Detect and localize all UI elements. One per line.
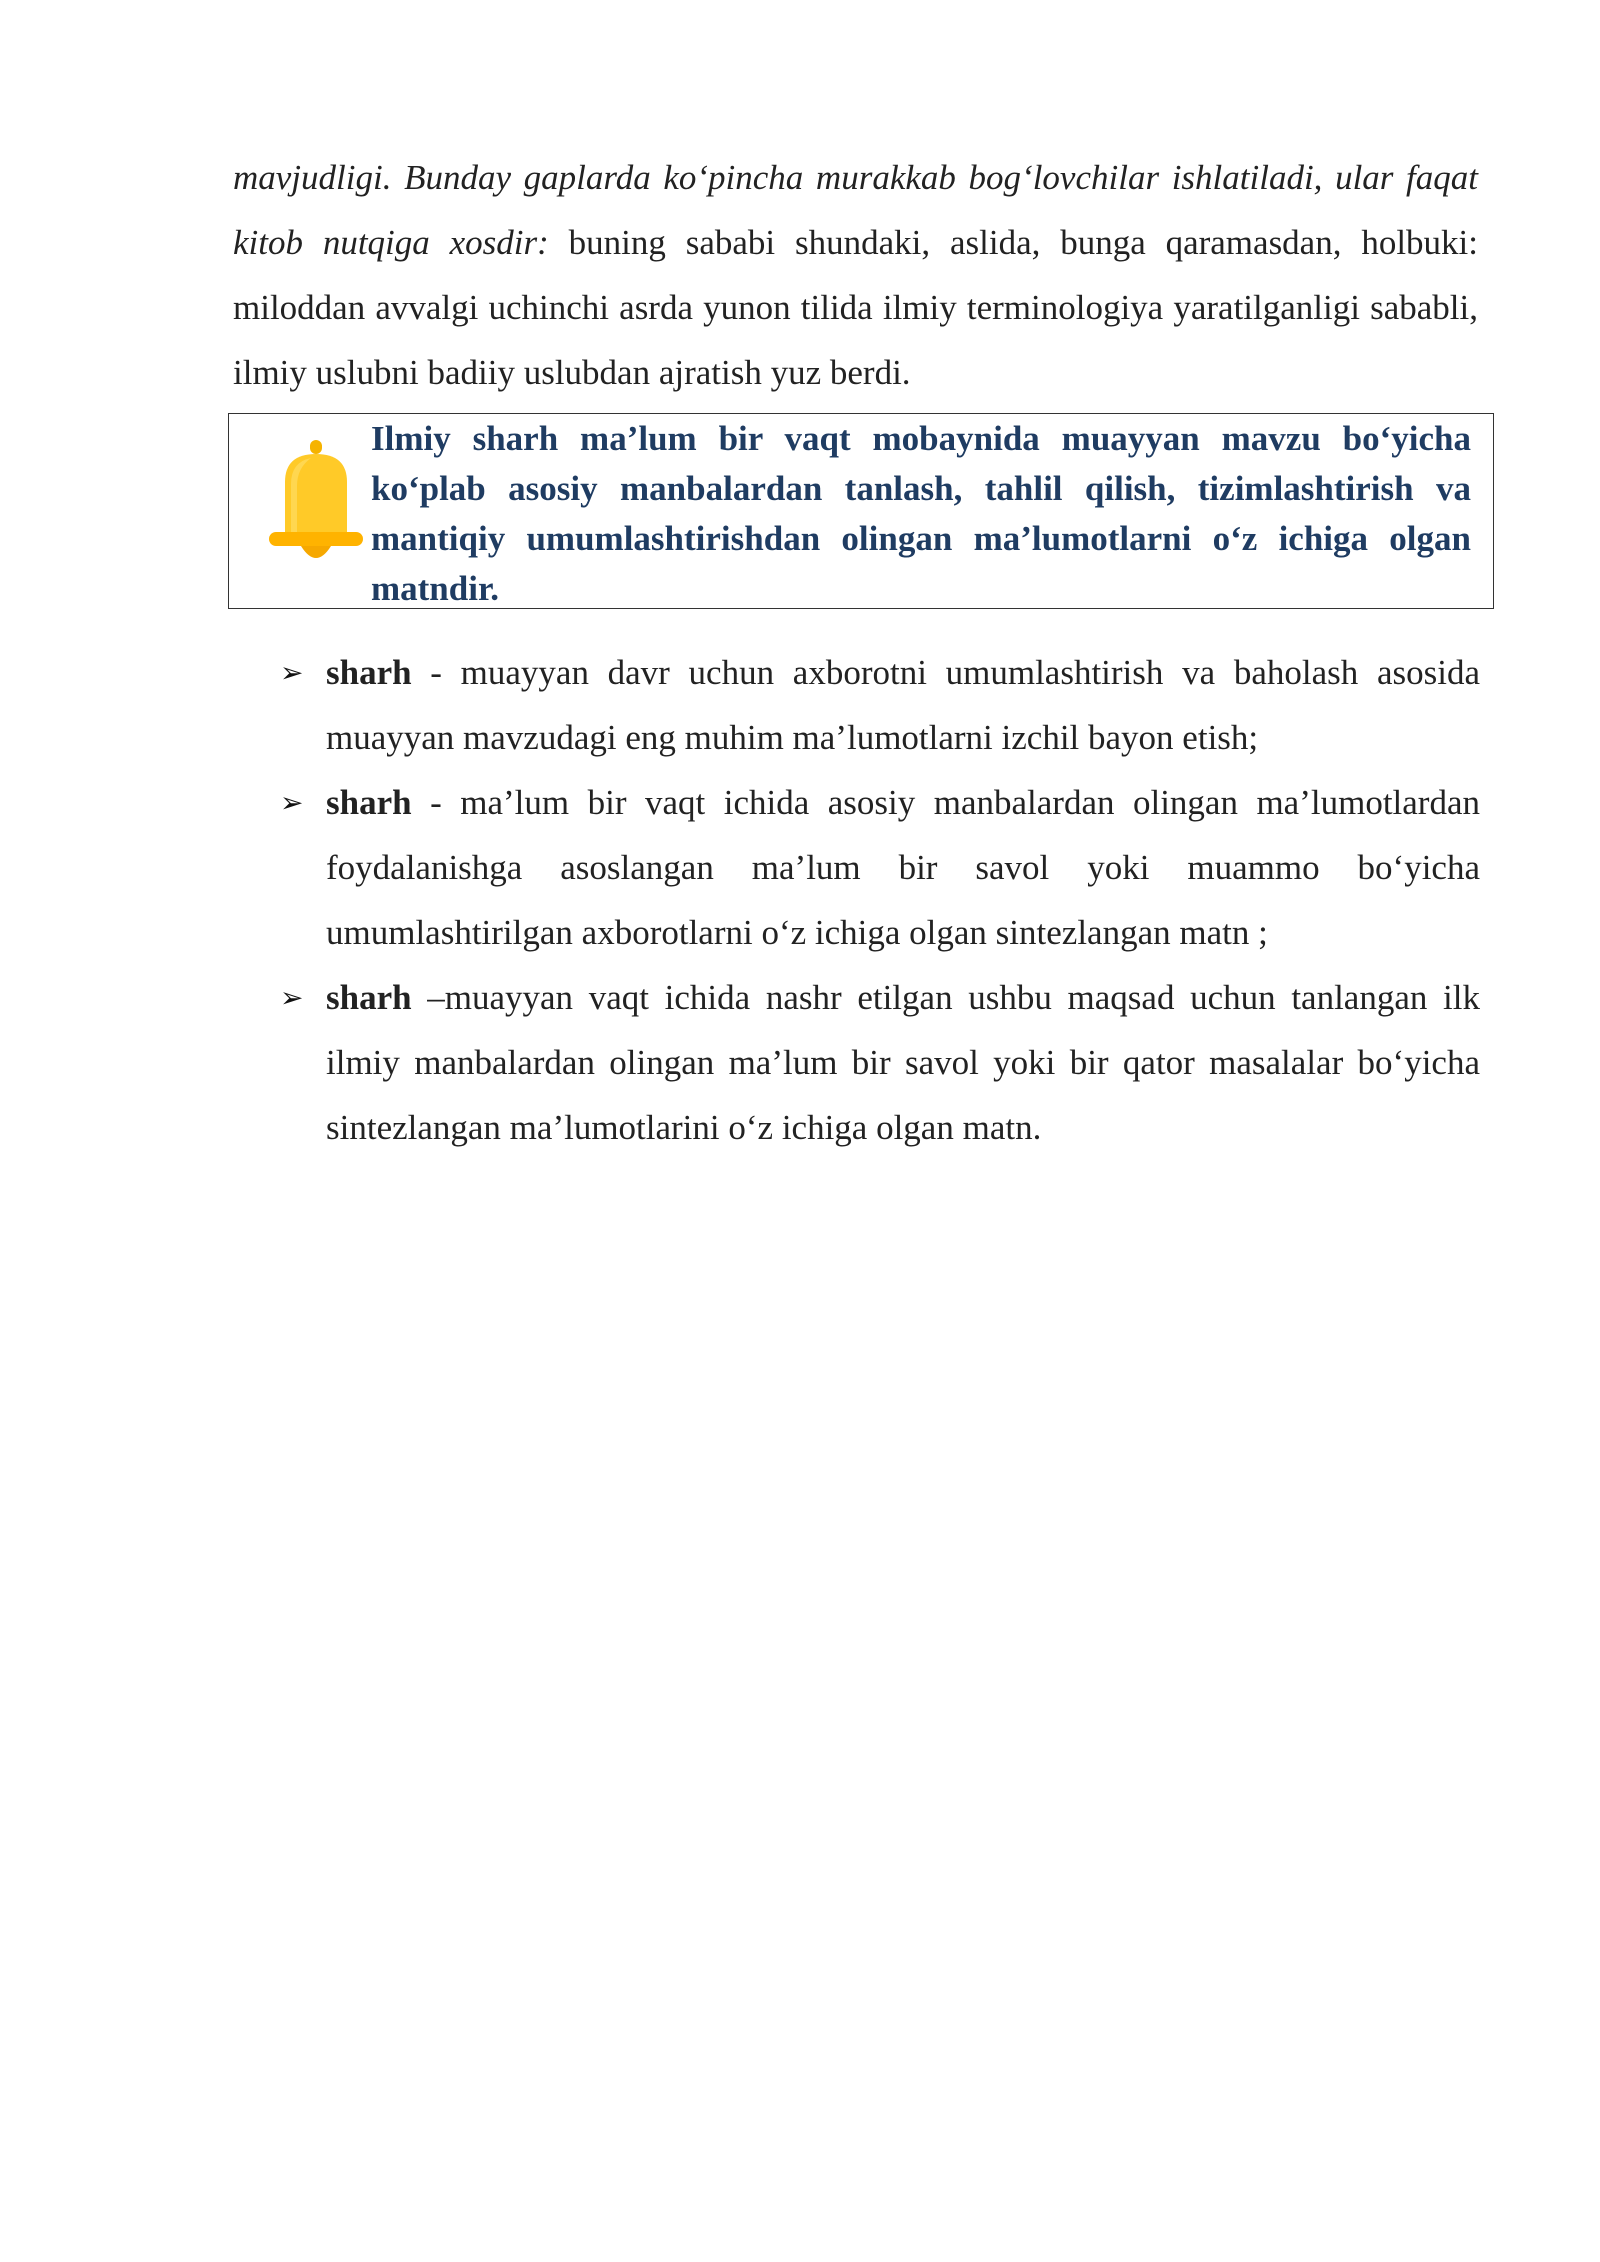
intro-regular-text: buning sababi shundaki, aslida, bunga qaramasdan, holbuki: miloddan avvalgi uchinchi asrda yunon tilida ilmiy terminologiya yaratilganligi sababli, ilmiy uslubni badiiy uslubdan ajratish yuz berdi. — [233, 223, 1478, 392]
list-item — [280, 770, 1480, 965]
list-item-term: sharh — [326, 653, 412, 692]
intro-paragraph — [233, 145, 1478, 405]
arrow-bullet-icon: ➢ — [280, 786, 304, 819]
bell-icon — [261, 434, 371, 570]
intro-italic-text: mavjudligi. Bunday gaplarda ko‘pincha murakkab bog‘lovchilar ishlatiladi, ular faqat kitob nutqiga xosdir: — [233, 158, 1478, 262]
list-item-text: - muayyan davr uchun axborotni umumlashtirish va baholash asosida muayyan mavzudagi eng muhim ma’lumotlarni izchil bayon etish; — [326, 653, 1480, 757]
arrow-bullet-icon: ➢ — [280, 656, 304, 689]
list-item-term: sharh — [326, 783, 412, 822]
definition-box — [228, 413, 1494, 609]
definition-text: Ilmiy sharh ma’lum bir vaqt mobaynida muayyan mavzu bo‘yicha ko‘plab asosiy manbalardan tanlash, tahlil qilish, tizimlashtirish va mantiqiy umumlashtirishdan olingan ma’lumotlarni o‘z ichiga olgan matndir. — [371, 419, 1471, 608]
arrow-bullet-icon: ➢ — [280, 981, 304, 1014]
list-item-text: - ma’lum bir vaqt ichida asosiy manbalardan olingan ma’lumotlardan foydalanishga asoslangan ma’lum bir savol yoki muammo bo‘yicha umumlashtirilgan axborotlarni o‘z ichiga olgan sintezlangan matn ; — [326, 783, 1480, 952]
definition-list — [280, 640, 1480, 1160]
list-item — [280, 965, 1480, 1160]
list-item-term: sharh — [326, 978, 412, 1017]
list-item-text: –muayyan vaqt ichida nashr etilgan ushbu maqsad uchun tanlangan ilk ilmiy manbalardan olingan ma’lum bir savol yoki bir qator masalalar bo‘yicha sintezlangan ma’lumotlarini o‘z ichiga olgan matn. — [326, 978, 1480, 1147]
list-item — [280, 640, 1480, 770]
